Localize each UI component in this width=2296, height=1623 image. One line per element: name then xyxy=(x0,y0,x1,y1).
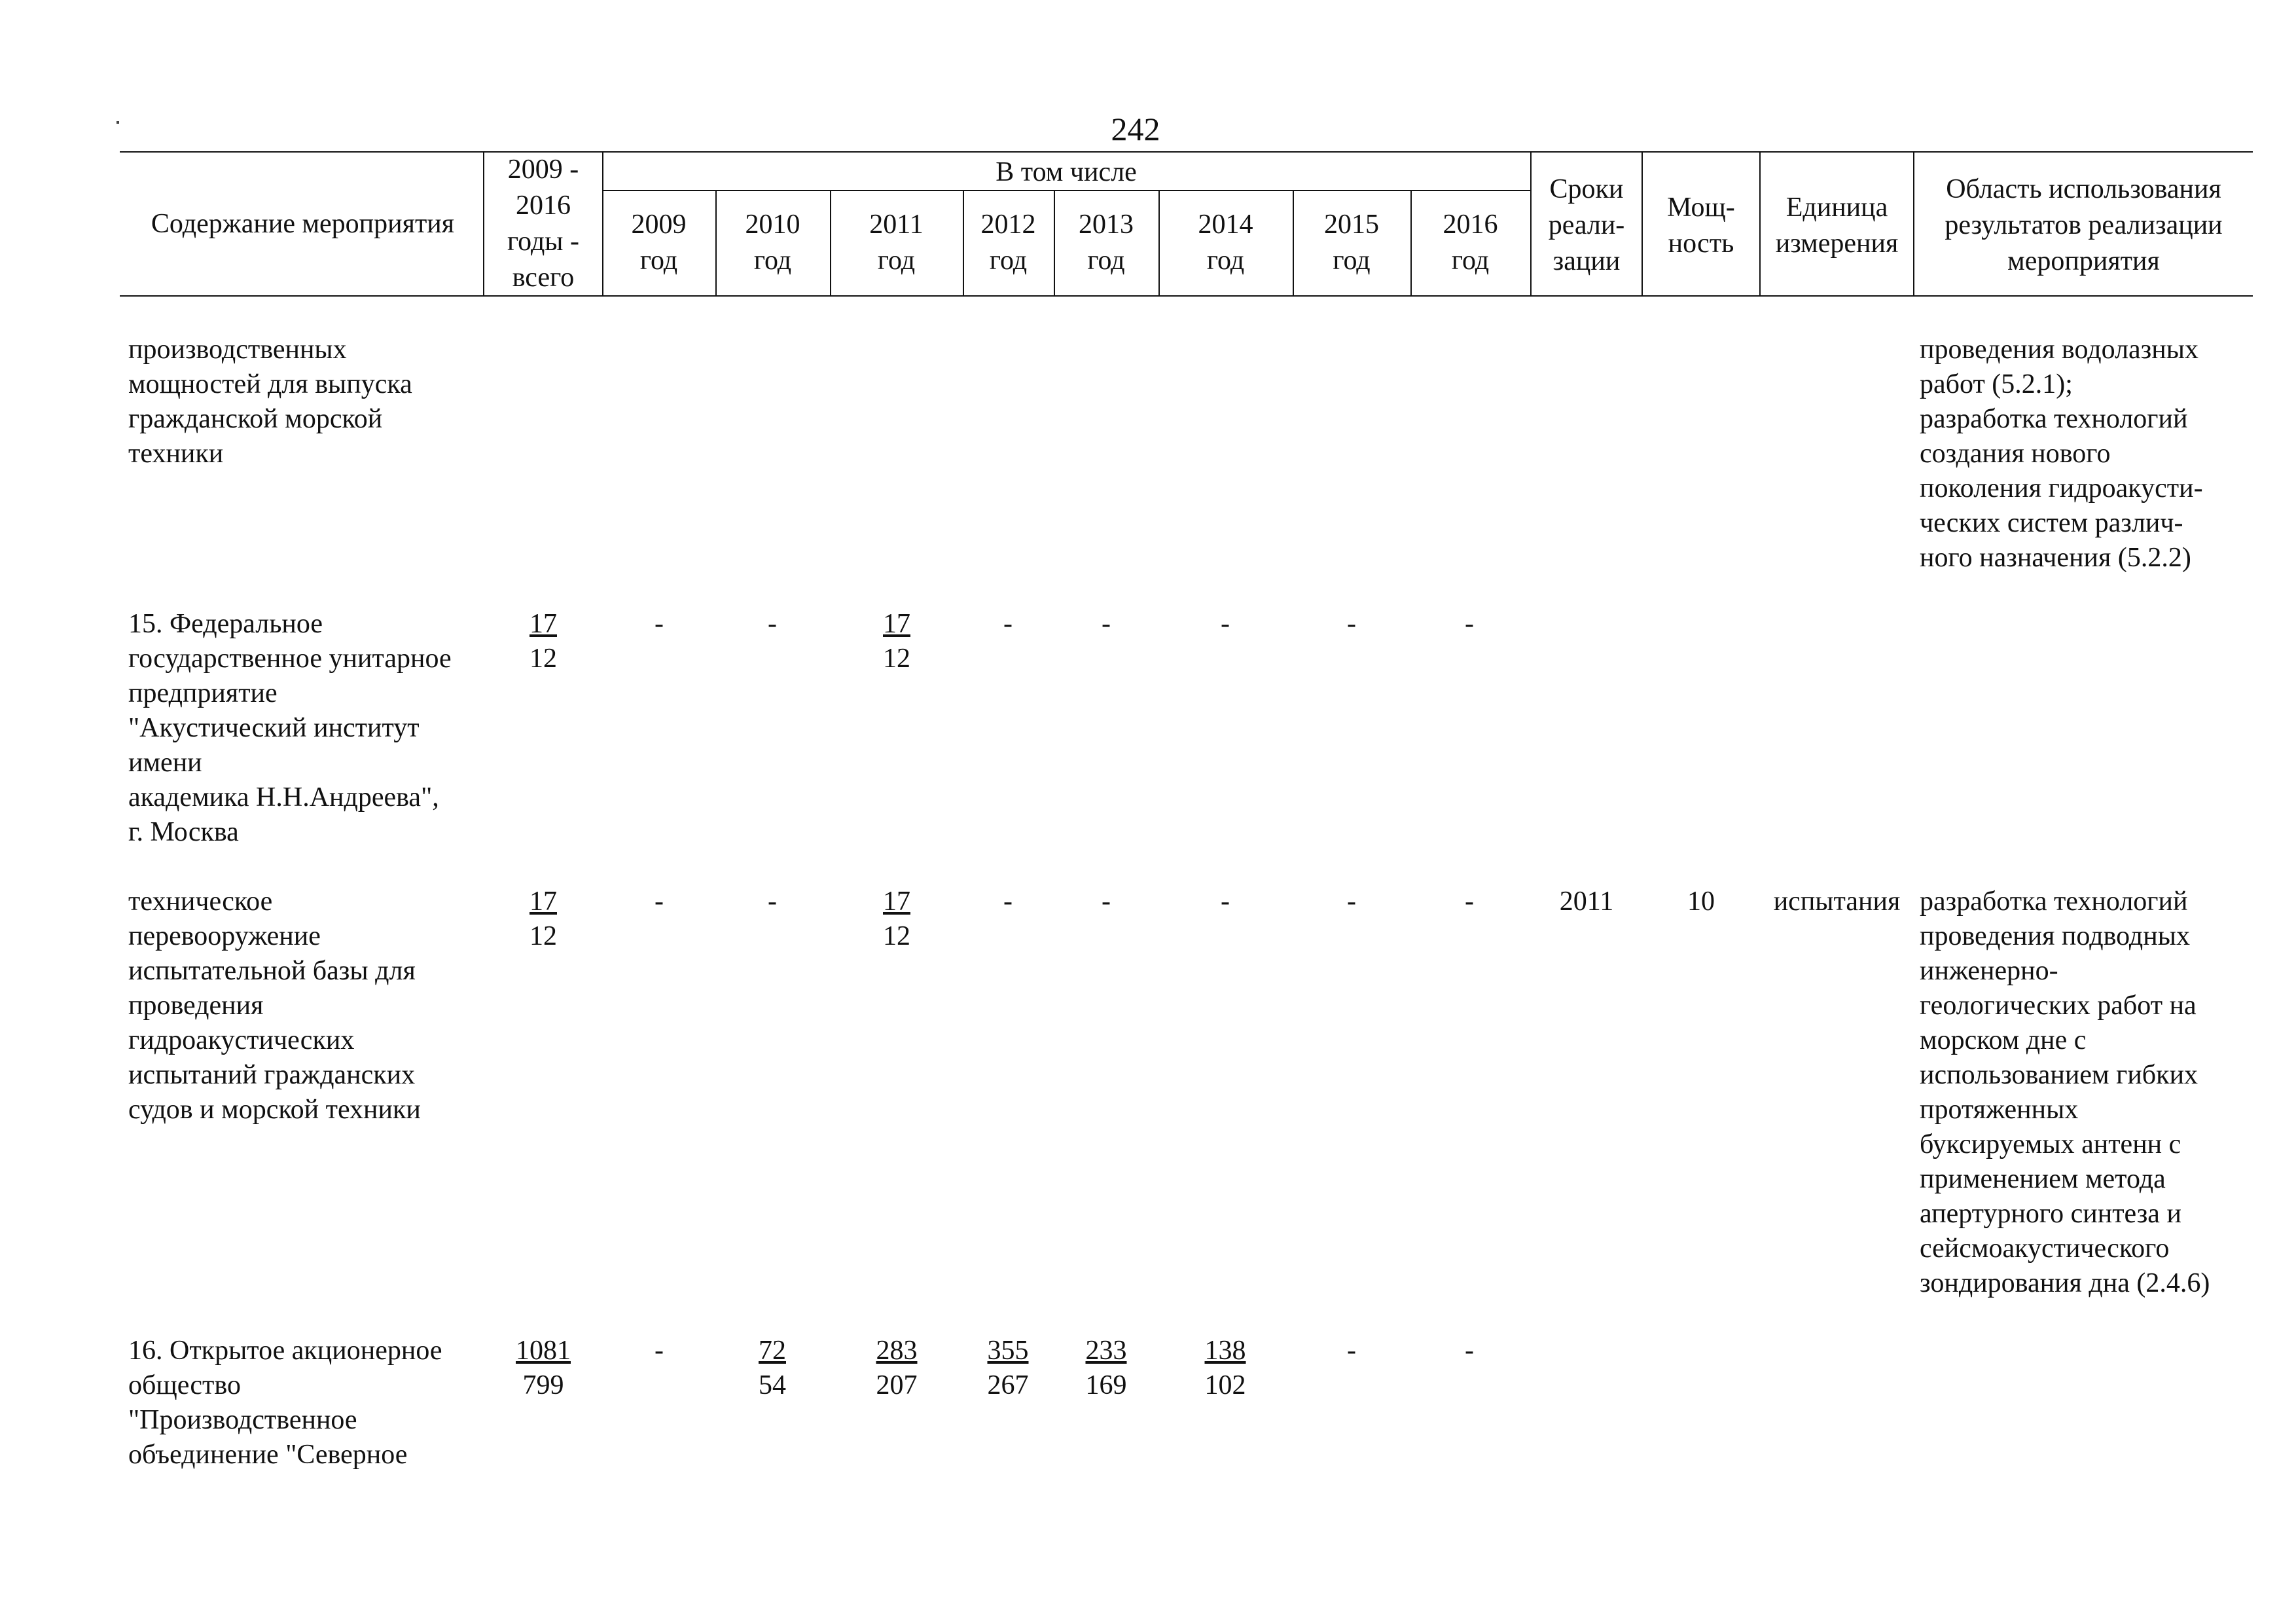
value-top: 17 xyxy=(883,609,910,639)
header-year-2014 xyxy=(1158,207,1293,279)
header-year-2010 xyxy=(715,207,830,279)
terms-line3: зации xyxy=(1552,246,1621,276)
header-unit xyxy=(1761,190,1913,262)
power-line2: ность xyxy=(1668,228,1734,259)
page-number: 242 xyxy=(1111,111,1160,147)
unit-line2: измерения xyxy=(1775,228,1899,259)
row-content: 15. Федеральное государственное унитарное предприятие "Акустический институт имени академика Н.Н.Андреева", г. Москва xyxy=(128,609,452,847)
value-top: 138 xyxy=(1204,1336,1246,1366)
total-top: 1081 xyxy=(516,1336,571,1366)
dash-2010: - xyxy=(768,609,777,639)
total-bottom: 12 xyxy=(529,921,557,951)
value-2011 xyxy=(857,884,936,954)
year-label: 2009 xyxy=(631,210,687,240)
header-terms xyxy=(1532,172,1641,280)
header-total xyxy=(484,152,602,296)
value-top: 233 xyxy=(1085,1336,1127,1366)
row-unit: испытания xyxy=(1773,886,1901,917)
total-value xyxy=(504,1334,583,1403)
year-label: 2010 xyxy=(745,210,800,240)
dash-2016: - xyxy=(1465,609,1474,639)
row-power: 10 xyxy=(1687,886,1715,917)
dash-2016: - xyxy=(1465,1336,1474,1366)
header-year-2013 xyxy=(1054,207,1158,279)
header-total-line3: годы - xyxy=(507,227,580,257)
scan-dot xyxy=(117,121,119,124)
value-bottom: 54 xyxy=(759,1370,786,1400)
header-year-2015 xyxy=(1293,207,1410,279)
dash-2012: - xyxy=(1003,886,1013,917)
header-total-line4: всего xyxy=(512,263,575,293)
value-top: 72 xyxy=(759,1336,786,1366)
header-year-2012 xyxy=(963,207,1054,279)
total-bottom: 799 xyxy=(522,1370,564,1400)
value-2010 xyxy=(733,1334,812,1403)
value-bottom: 12 xyxy=(883,644,910,674)
area-line3: мероприятия xyxy=(2007,246,2160,276)
row-content: производственных мощностей для выпуска гражданской морской техники xyxy=(128,335,412,469)
year-label: 2014 xyxy=(1198,210,1253,240)
total-bottom: 12 xyxy=(529,644,557,674)
value-top: 17 xyxy=(883,886,910,917)
header-content: Содержание мероприятия xyxy=(151,209,455,239)
dash-2009: - xyxy=(655,609,664,639)
year-unit: год xyxy=(1206,246,1245,276)
year-label: 2013 xyxy=(1079,210,1134,240)
area-line1: Область использования xyxy=(1946,174,2221,204)
year-label: 2015 xyxy=(1324,210,1379,240)
row-terms: 2011 xyxy=(1559,886,1614,917)
row-area: проведения водолазных работ (5.2.1); разработка технологий создания нового поколения гидроакусти- ческих систем различ- ного назначения (5.2.2) xyxy=(1920,335,2203,573)
terms-line2: реали- xyxy=(1548,210,1625,240)
dash-2015: - xyxy=(1347,1336,1356,1366)
area-line2: результатов реализации xyxy=(1945,210,2223,240)
dash-2009: - xyxy=(655,1336,664,1366)
row-content: 16. Открытое акционерное общество "Производственное объединение "Северное xyxy=(128,1336,442,1470)
year-unit: год xyxy=(989,246,1028,276)
dash-2013: - xyxy=(1102,886,1111,917)
year-unit: год xyxy=(639,246,678,276)
value-bottom: 207 xyxy=(876,1370,918,1400)
year-unit: год xyxy=(877,246,916,276)
value-top: 283 xyxy=(876,1336,918,1366)
total-value xyxy=(504,607,583,676)
dash-2010: - xyxy=(768,886,777,917)
header-power xyxy=(1643,190,1759,262)
dash-2015: - xyxy=(1347,886,1356,917)
dash-2015: - xyxy=(1347,609,1356,639)
dash-2016: - xyxy=(1465,886,1474,917)
header-total-line2: 2016 xyxy=(516,191,571,221)
dash-2014: - xyxy=(1221,609,1230,639)
value-top: 355 xyxy=(987,1336,1029,1366)
power-line1: Мощ- xyxy=(1667,192,1735,223)
value-bottom: 267 xyxy=(987,1370,1029,1400)
dash-2009: - xyxy=(655,886,664,917)
value-bottom: 169 xyxy=(1085,1370,1127,1400)
unit-line1: Единица xyxy=(1785,192,1888,223)
value-2011 xyxy=(857,607,936,676)
total-top: 17 xyxy=(529,609,557,639)
year-unit: год xyxy=(1333,246,1371,276)
value-2014 xyxy=(1186,1334,1265,1403)
header-total-line1: 2009 - xyxy=(507,155,579,185)
row-area: разработка технологий проведения подводных инженерно- геологических работ на морском дне с использованием гибких протяженных буксируемых антенн с применением метода апертурного синтеза и сейсмоакустического зондирования дна (2.4.6) xyxy=(1920,886,2210,1298)
row-content: техническое перевооружение испытательной базы для проведения гидроакустических испытаний гражданских судов и морской техники xyxy=(128,886,421,1125)
dash-2014: - xyxy=(1221,886,1230,917)
header-year-2011 xyxy=(830,207,963,279)
value-2012 xyxy=(969,1334,1047,1403)
year-label: 2016 xyxy=(1443,210,1498,240)
year-label: 2011 xyxy=(869,210,924,240)
header-in-that-number: В том числе xyxy=(996,157,1137,187)
value-2013 xyxy=(1067,1334,1145,1403)
year-label: 2012 xyxy=(980,210,1036,240)
total-top: 17 xyxy=(529,886,557,917)
value-bottom: 102 xyxy=(1204,1370,1246,1400)
value-bottom: 12 xyxy=(883,921,910,951)
dash-2012: - xyxy=(1003,609,1013,639)
header-area xyxy=(1914,172,2253,280)
total-value xyxy=(504,884,583,954)
year-unit: год xyxy=(753,246,792,276)
value-2011 xyxy=(857,1334,936,1403)
dash-2013: - xyxy=(1102,609,1111,639)
year-unit: год xyxy=(1451,246,1490,276)
terms-line1: Сроки xyxy=(1549,174,1624,204)
year-unit: год xyxy=(1087,246,1125,276)
header-year-2009 xyxy=(602,207,715,279)
header-year-2016 xyxy=(1410,207,1530,279)
